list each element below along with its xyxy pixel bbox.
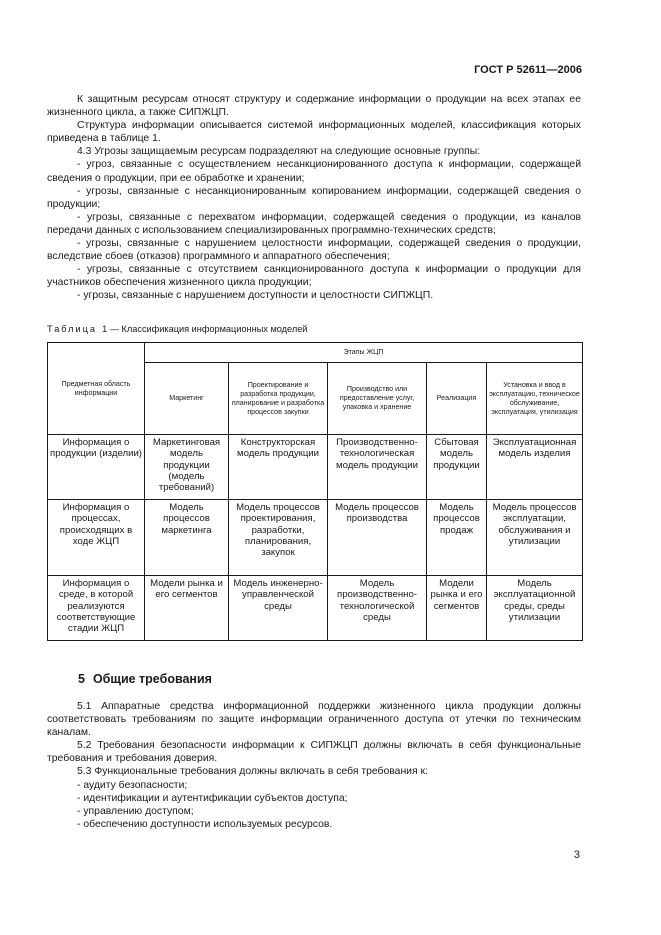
intro-paragraph: К защитным ресурсам относят структуру и содержание информации о продукции на всех этапах ее жизненного цикла, а также СИПЖЦП. <box>47 94 581 119</box>
table-row <box>48 435 583 500</box>
requirement-item: - идентификации и аутентификации субъектов доступа; <box>77 792 348 804</box>
section-number: 5 <box>78 672 85 686</box>
model-cell: Производственно-технологическая модель продукции <box>328 435 427 500</box>
stage-header: Установка и ввод в эксплуатацию, техническое обслуживание, эксплуатация, утилизация <box>487 363 583 435</box>
requirement-paragraph: 5.1 Аппаратные средства информационной поддержки жизненного цикла продукции должны соответствовать требованиям по защите информации ограниченного доступа от утечки по техническим каналам. <box>47 701 581 739</box>
model-cell: Модель процессов эксплуатации, обслуживания и утилизации <box>487 500 583 576</box>
table-caption <box>47 324 307 334</box>
stage-header: Реализация <box>427 363 487 435</box>
stage-header: Производство или предоставление услуг, упаковка и хранение <box>328 363 427 435</box>
requirement-paragraph: 5.2 Требования безопасности информации к СИПЖЦП должны включать в себя функциональные требования и требования доверия. <box>47 740 581 765</box>
requirement-item: - управлению доступом; <box>77 805 194 817</box>
requirement-paragraph: 5.3 Функциональные требования должны включать в себя требования к: <box>77 766 428 778</box>
table-caption-word: Таблица <box>47 324 98 334</box>
domain-cell: Информация о среде, в которой реализуются соответствующие стадии ЖЦП <box>48 576 145 641</box>
threat-item: - угроз, связанные с осуществлением несанкционированного доступа к информации, содержащей сведения о продукции, при ее обработке и хранении; <box>47 159 581 184</box>
model-cell: Модели рынка и его сегментов <box>427 576 487 641</box>
model-cell: Модель процессов проектирования, разработки, планирования, закупок <box>229 500 328 576</box>
threat-item: - угрозы, связанные с нарушением доступности и целостности СИПЖЦП. <box>77 290 434 302</box>
classification-table <box>47 342 583 641</box>
model-cell: Маркетинговая модель продукции (модель требований) <box>145 435 229 500</box>
intro-section <box>47 93 581 303</box>
domain-cell: Информация о продукции (изделии) <box>48 435 145 500</box>
section5-body <box>47 700 581 831</box>
document-code: ГОСТ Р 52611—2006 <box>474 64 582 76</box>
threat-item: - угрозы, связанные с отсутствием санкционированного доступа к информации о продукции для участников обеспечения жизненного цикла продукции; <box>47 264 581 289</box>
domain-header: Предметная область информации <box>48 343 145 435</box>
model-cell: Модель процессов маркетинга <box>145 500 229 576</box>
table-row <box>48 500 583 576</box>
threats-heading: 4.3 Угрозы защищаемым ресурсам подразделяют на следующие основные группы: <box>77 146 481 158</box>
requirement-item: - аудиту безопасности; <box>77 779 188 791</box>
stage-header: Маркетинг <box>145 363 229 435</box>
domain-cell: Информация о процессах, происходящих в ходе ЖЦП <box>48 500 145 576</box>
model-cell: Модель процессов продаж <box>427 500 487 576</box>
threat-item: - угрозы, связанные с нарушением целостности информации, содержащей сведения о продукции, вследствие сбоев (отказов) программного и аппаратного обеспечения; <box>47 238 581 263</box>
intro-paragraph: Структура информации описывается системой информационных моделей, классификация которых приведена в таблице 1. <box>47 120 581 145</box>
threat-item: - угрозы, связанные с перехватом информации, содержащей сведения о продукции, из каналов передачи данных с использованием специализированных программно-технических средств; <box>47 211 581 236</box>
stage-header: Проектирование и разработка продукции, планирование и разработка процессов закупки <box>229 363 328 435</box>
model-cell: Модель производственно-технологической среды <box>328 576 427 641</box>
model-cell: Модель процессов производства <box>328 500 427 576</box>
stages-header: Этапы ЖЦП <box>145 343 583 363</box>
model-cell: Сбытовая модель продукции <box>427 435 487 500</box>
model-cell: Конструкторская модель продукции <box>229 435 328 500</box>
model-cell: Модель эксплуатационной среды, среды утилизации <box>487 576 583 641</box>
requirement-item: - обеспечению доступности используемых ресурсов. <box>77 818 333 830</box>
page-number: 3 <box>573 849 580 861</box>
model-cell: Эксплуатационная модель изделия <box>487 435 583 500</box>
table-row <box>48 576 583 641</box>
model-cell: Модели рынка и его сегментов <box>145 576 229 641</box>
section-title: Общие требования <box>92 672 212 686</box>
section-heading <box>78 672 220 686</box>
model-cell: Модель инженерно-управленческой среды <box>229 576 328 641</box>
table-caption-text: 1 — Классификация информационных моделей <box>102 324 308 334</box>
threat-item: - угрозы, связанные с несанкционированным копированием информации, содержащей сведения о продукции; <box>47 185 581 210</box>
